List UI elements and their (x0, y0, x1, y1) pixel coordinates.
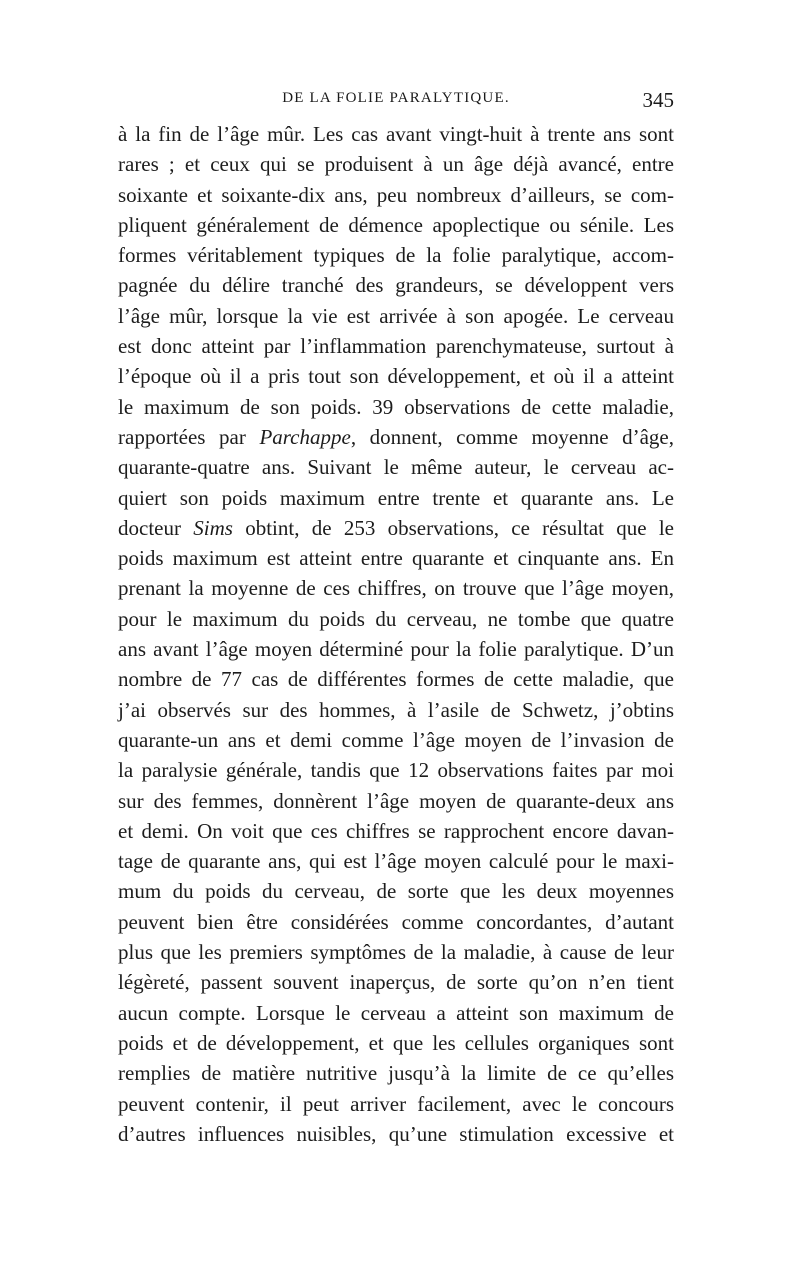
text-segment: aucun compte. Lorsque le cerveau a atteint son maximum de (118, 1000, 674, 1025)
text-segment: est donc atteint par l’inflammation parenchymateuse, surtout à (118, 334, 674, 359)
text-line (118, 1028, 674, 1058)
text-line (118, 634, 674, 664)
text-segment: peuvent bien être considérées comme concordantes, d’autant (118, 909, 674, 934)
text-line (118, 361, 674, 391)
text-segment: formes véritablement typiques de la folie paralytique, accom- (118, 243, 674, 268)
text-line (118, 876, 674, 906)
text-segment: , donnent, comme moyenne d’âge, (350, 424, 674, 449)
text-segment: j’ai observés sur des hommes, à l’asile de Schwetz, j’obtins (118, 697, 674, 722)
text-line (118, 967, 674, 997)
text-line (118, 573, 674, 603)
text-line (118, 816, 674, 846)
text-line (118, 998, 674, 1028)
text-segment: le maximum de son poids. 39 observations de cette maladie, (118, 394, 674, 419)
text-line (118, 513, 674, 543)
text-segment: et demi. On voit que ces chiffres se rapprochent encore davan- (118, 818, 674, 843)
text-segment: légèreté, passent souvent inaperçus, de sorte qu’on n’en tient (118, 970, 674, 995)
text-segment: d’autres influences nuisibles, qu’une stimulation excessive et (118, 1121, 674, 1146)
text-segment: quarante-un ans et demi comme l’âge moyen de l’invasion de (118, 727, 674, 752)
text-line (118, 483, 674, 513)
text-line (118, 664, 674, 694)
text-line (118, 695, 674, 725)
text-line (118, 452, 674, 482)
text-segment: peuvent contenir, il peut arriver facilement, avec le concours (118, 1091, 674, 1116)
text-line (118, 786, 674, 816)
text-segment: pagnée du délire tranché des grandeurs, se développent vers (118, 273, 674, 298)
text-segment: mum du poids du cerveau, de sorte que les deux moyennes (118, 879, 674, 904)
body-paragraph (118, 119, 674, 1149)
text-line (118, 210, 674, 240)
text-line (118, 1119, 674, 1149)
text-segment: pliquent généralement de démence apoplectique ou sénile. Les (118, 212, 674, 237)
text-line (118, 180, 674, 210)
text-line (118, 270, 674, 300)
text-line (118, 240, 674, 270)
text-line (118, 846, 674, 876)
text-line (118, 543, 674, 573)
text-line (118, 1058, 674, 1088)
text-line (118, 604, 674, 634)
text-segment: sur des femmes, donnèrent l’âge moyen de quarante-deux ans (118, 788, 674, 813)
text-segment: ans avant l’âge moyen déterminé pour la folie paralytique. D’un (118, 637, 674, 662)
text-line (118, 392, 674, 422)
text-segment: poids et de développement, et que les cellules organiques sont (118, 1030, 674, 1055)
page-number: 345 (642, 88, 674, 112)
text-segment: soixante et soixante-dix ans, peu nombreux d’ailleurs, se com- (118, 182, 674, 207)
running-head (118, 88, 674, 118)
text-segment: à la fin de l’âge mûr. Les cas avant vingt-huit à trente ans sont (118, 122, 674, 146)
text-segment: rares ; et ceux qui se produisent à un âge déjà avancé, entre (118, 152, 674, 177)
text-segment: pour le maximum du poids du cerveau, ne tombe que quatre (118, 606, 674, 631)
text-segment: quarante-quatre ans. Suivant le même auteur, le cerveau ac- (118, 455, 674, 480)
text-segment: l’âge mûr, lorsque la vie est arrivée à son apogée. Le cerveau (118, 303, 674, 328)
running-title: DE LA FOLIE PARALYTIQUE. (282, 90, 510, 106)
text-segment: obtint, de 253 observations, ce résultat que le (232, 515, 674, 540)
text-segment: plus que les premiers symptômes de la maladie, à cause de leur (118, 940, 674, 965)
text-line (118, 119, 674, 149)
text-line (118, 331, 674, 361)
text-line (118, 937, 674, 967)
text-segment: l’époque où il a pris tout son développement, et où il a atteint (118, 364, 674, 389)
italic-name: Parchappe (259, 424, 351, 449)
text-line (118, 301, 674, 331)
text-segment: tage de quarante ans, qui est l’âge moyen calculé pour le maxi- (118, 849, 674, 874)
text-line (118, 422, 674, 452)
text-segment: nombre de 77 cas de différentes formes de cette maladie, que (118, 667, 674, 692)
text-line (118, 149, 674, 179)
text-segment: poids maximum est atteint entre quarante et cinquante ans. En (118, 546, 674, 571)
text-segment: la paralysie générale, tandis que 12 observations faites par moi (118, 758, 674, 783)
text-line (118, 725, 674, 755)
text-segment: quiert son poids maximum entre trente et quarante ans. Le (118, 485, 674, 510)
italic-name: Sims (193, 515, 233, 540)
text-segment: docteur (118, 515, 194, 540)
text-line (118, 755, 674, 785)
text-line (118, 1089, 674, 1119)
text-segment: rapportées par (118, 424, 260, 449)
text-line (118, 907, 674, 937)
text-segment: prenant la moyenne de ces chiffres, on trouve que l’âge moyen, (118, 576, 674, 601)
text-segment: remplies de matière nutritive jusqu’à la limite de ce qu’elles (118, 1061, 674, 1086)
